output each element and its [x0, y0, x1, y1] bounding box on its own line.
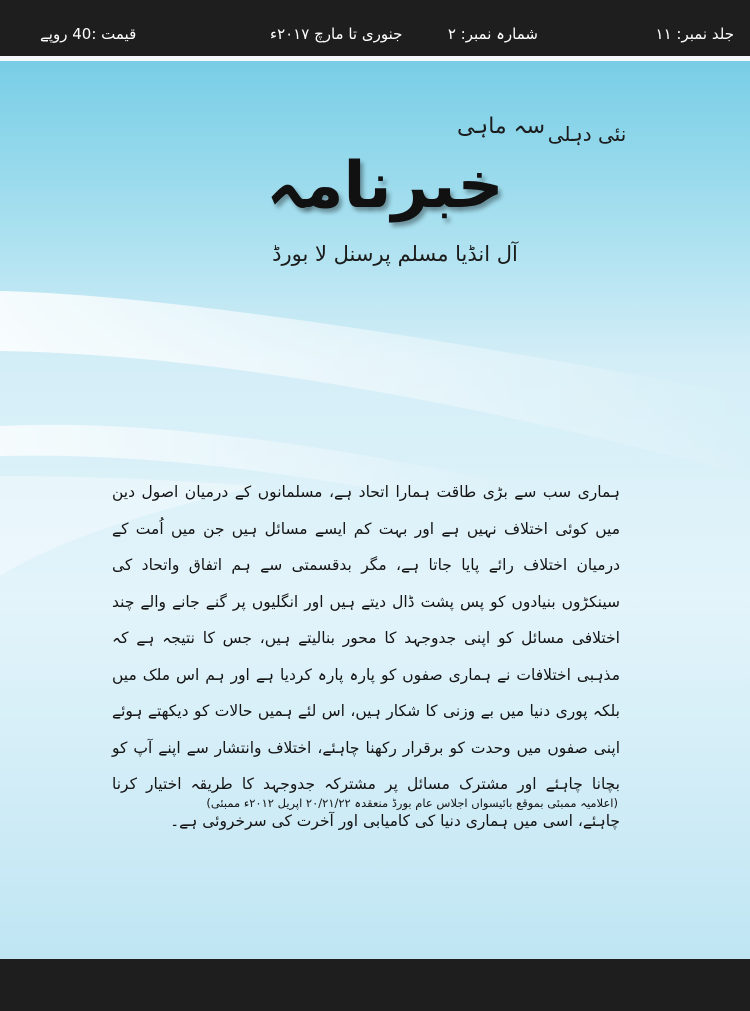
price: قیمت :40 روپے [40, 25, 137, 43]
top-bar [0, 0, 750, 56]
volume-number: جلد نمبر: ١١ [655, 25, 734, 43]
magazine-title: خبرنامہ [266, 149, 504, 223]
issue-date-range: جنوری تا مارچ ٢٠١٧ء [270, 25, 403, 43]
city-label: نئی دہلی [547, 122, 627, 146]
issue-number: شمارہ نمبر: ٢ [447, 25, 538, 43]
quote-citation: (اعلامیہ ممبئی بموقع بائیسواں اجلاس عام بورڈ منعقدہ ٢٠/٢١/٢٢ اپریل ٢٠١٢ء ممبئی) [206, 796, 618, 810]
publisher-name: آل انڈیا مسلم پرسنل لا بورڈ [272, 242, 518, 266]
quote-paragraph: ہماری سب سے بڑی طاقت ہمارا اتحاد ہے، مسلمانوں کے درمیان اصول دین میں کوئی اختلاف نہیں ہے اور بہت کم ایسے مسائل ہیں جن میں اُمت کے درمیان اختلاف رائے پایا جاتا ہے، مگر بدقسمتی سے ہم اتفاق واتحاد کی سینکڑوں بنیادوں کو پس پشت ڈال دیتے ہیں اور انگلیوں پر گنے جانے والے چند اختلافی مسائل کو اپنی جدوجہد کا محور بنالیتے ہیں، جس کا نتیجہ ہے کہ مذہبی اختلافات نے ہماری صفوں کو پارہ پارہ کردیا ہے اور ہم اس ملک میں بلکہ پوری دنیا میں بے وزنی کا شکار ہیں، اس لئے ہمیں حالات کو دیکھتے ہوئے اپنی صفوں میں وحدت کو برقرار رکھنا چاہئے، اختلاف وانتشار سے اپنے آپ کو بچانا چاہئے اور مشترک مسائل پر مشترکہ جدوجہد کا طریقہ اختیار کرنا چاہئے، اسی میں ہماری دنیا کی کامیابی اور آخرت کی سرخروئی ہے۔ [112, 483, 620, 830]
quarterly-label: سہ ماہی [456, 114, 546, 139]
cover-page [0, 56, 750, 959]
